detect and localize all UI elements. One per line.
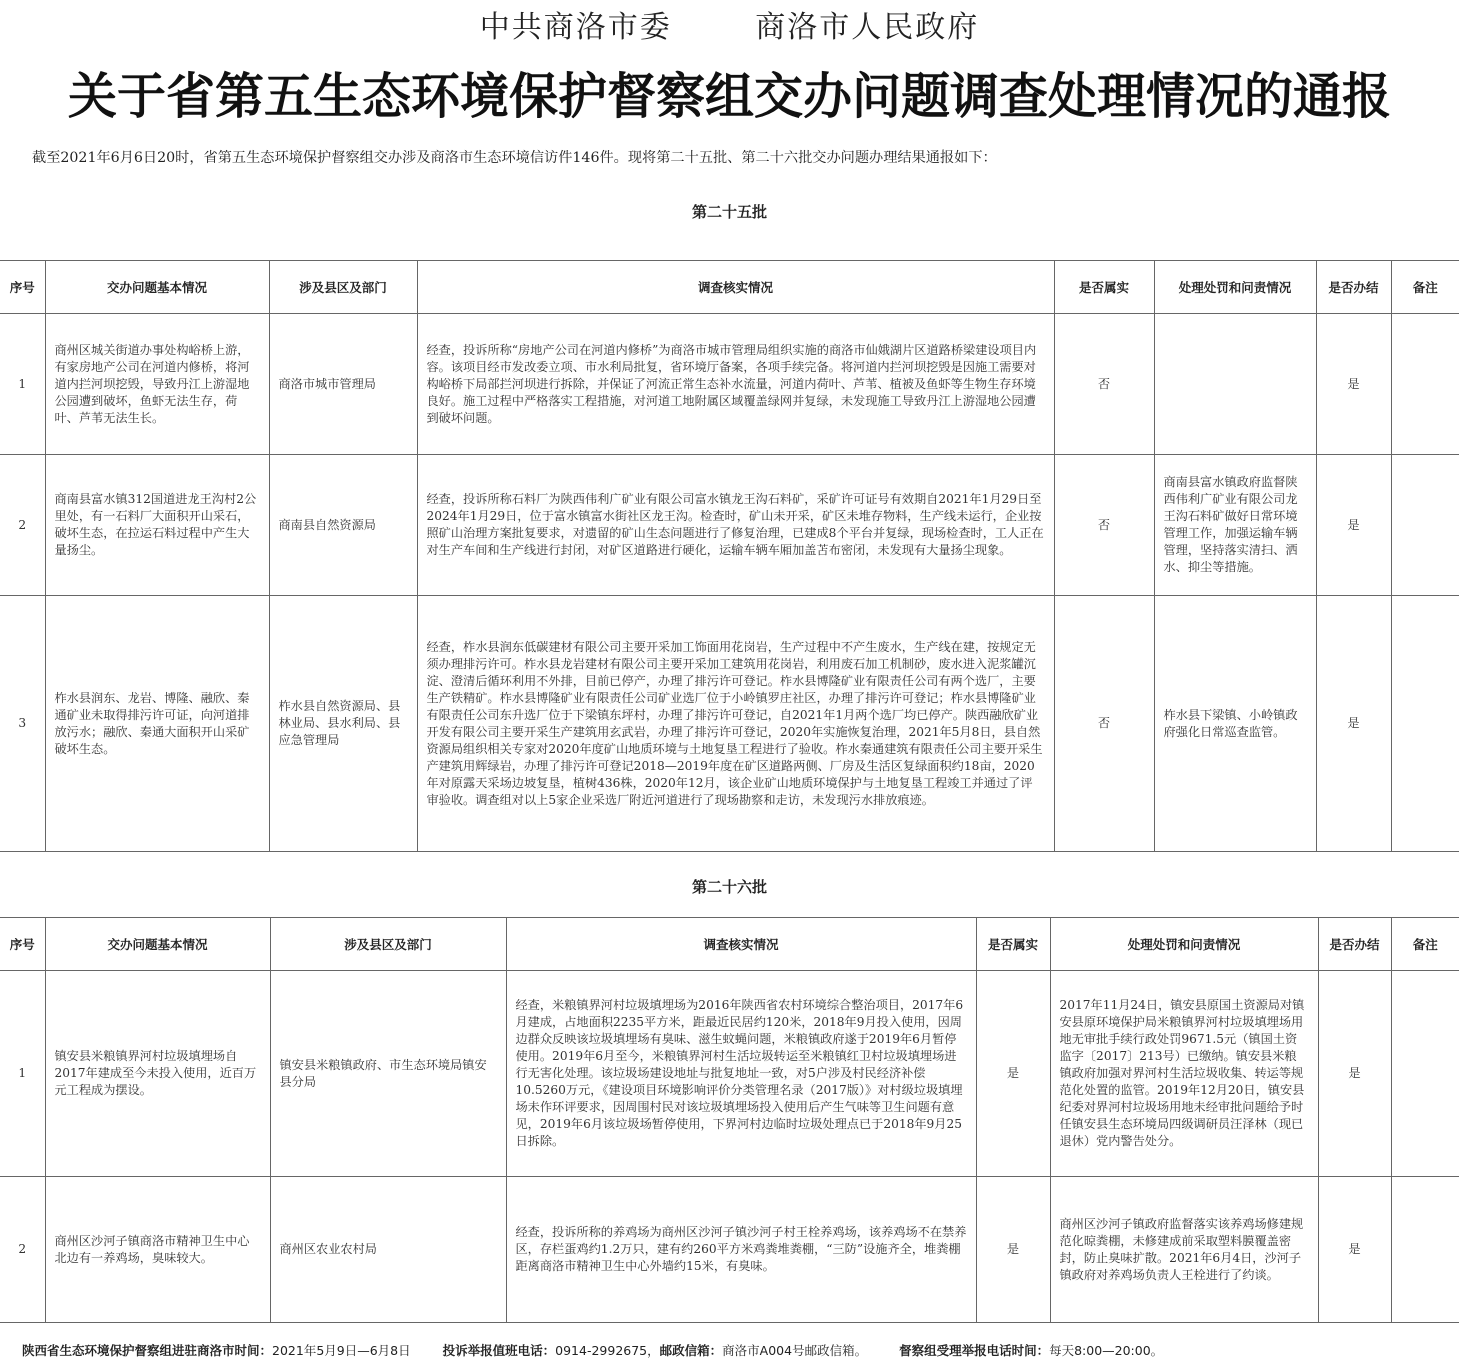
footer-stay-value: 2021年5月9日—6月8日 <box>272 1343 411 1358</box>
col-header-closed: 是否办结 <box>1316 261 1391 314</box>
col-header-verified: 是否属实 <box>1054 261 1154 314</box>
cell-dept: 柞水县自然资源局、县林业局、县水利局、县应急管理局 <box>269 596 417 852</box>
page-title: 关于省第五生态环境保护督察组交办问题调查处理情况的通报 <box>67 68 1391 125</box>
cell-dept: 商洛市城市管理局 <box>269 314 417 455</box>
batch-25-table <box>0 260 1459 852</box>
cell-closed: 是 <box>1316 314 1391 455</box>
cell-closed: 是 <box>1318 1177 1391 1323</box>
col-header-investigation: 调查核实情况 <box>417 261 1054 314</box>
col-header-issue: 交办问题基本情况 <box>45 261 269 314</box>
cell-remarks <box>1391 455 1459 596</box>
cell-handling: 商南县富水镇政府监督陕西伟利广矿业有限公司龙王沟石料矿做好日常环境管理工作，加强运输车辆管理，坚持落实清扫、洒水、抑尘等措施。 <box>1154 455 1316 596</box>
footer-contact-info <box>22 1341 1452 1359</box>
batch-26-table <box>0 917 1459 1323</box>
footer-mailbox-label: 邮政信箱： <box>659 1343 723 1358</box>
issuing-authorities <box>0 2 1459 46</box>
cell-no: 1 <box>0 314 45 455</box>
cell-handling: 柞水县下梁镇、小岭镇政府强化日常巡查监管。 <box>1154 596 1316 852</box>
table-row <box>0 314 1459 455</box>
col-header-issue: 交办问题基本情况 <box>45 918 270 971</box>
cell-investigation: 经查，柞水县润东低碳建材有限公司主要开采加工饰面用花岗岩，生产过程中不产生废水，生产线在建，按规定无须办理排污许可。柞水县龙岩建材有限公司主要开采加工建筑用花岗岩，利用废石加工机制砂，废水进入泥浆罐沉淀、澄清后循环利用不外排，目前已停产，办理了排污许可登记。柞水县博隆矿业有限责任公司有两个选厂，主要生产铁精矿。柞水县博隆矿业有限责任公司矿业选厂位于小岭镇罗庄社区，办理了排污许可登记；柞水县博隆矿业有限责任公司东升选厂位于下梁镇东坪村，办理了排污许可登记，自2021年1月两个选厂均已停产。陕西融欣矿业开发有限公司主要开采生产建筑用玄武岩，办理了排污许可登记，2020年实施恢复治理，2021年5月8日，县自然资源局组织相关专家对2020年度矿山地质环境与土地复垦工程进行了验收。柞水秦通建筑有限责任公司主要开采生产建筑用辉绿岩，办理了排污许可登记2018—2019年度在矿区道路两侧、厂房及生活区复绿面积约18亩，2020年对原露天采场边坡复垦，植树436株，2020年12月，该企业矿山地质环境保护与土地复垦工程竣工并通过了评审验收。调查组对以上5家企业采选厂附近河道进行了现场勘察和走访，未发现污水排放痕迹。 <box>417 596 1054 852</box>
col-header-no: 序号 <box>0 261 45 314</box>
col-header-closed: 是否办结 <box>1318 918 1391 971</box>
cell-issue: 商南县富水镇312国道进龙王沟村2公里处，有一石料厂大面积开山采石，破坏生态，在拉运石料过程中产生大量扬尘。 <box>45 455 269 596</box>
cell-remarks <box>1391 971 1459 1177</box>
cell-investigation: 经查，投诉所称的养鸡场为商州区沙河子镇沙河子村王栓养鸡场，该养鸡场不在禁养区，存栏蛋鸡约1.2万只，建有约260平方米鸡粪堆粪棚，“三防”设施齐全，堆粪棚距离商洛市精神卫生中心外墙约15米，有臭味。 <box>506 1177 976 1323</box>
cell-issue: 商州区沙河子镇商洛市精神卫生中心北边有一养鸡场，臭味较大。 <box>45 1177 270 1323</box>
footer-hotline-label: 投诉举报值班电话： <box>442 1343 556 1358</box>
col-header-remarks: 备注 <box>1391 918 1459 971</box>
cell-dept: 商州区农业农村局 <box>270 1177 506 1323</box>
col-header-handling: 处理处罚和问责情况 <box>1154 261 1316 314</box>
cell-no: 1 <box>0 971 45 1177</box>
cell-closed: 是 <box>1318 971 1391 1177</box>
cell-remarks <box>1391 314 1459 455</box>
cell-issue: 柞水县润东、龙岩、博隆、融欣、秦通矿业未取得排污许可证，向河道排放污水；融欣、秦通大面积开山采矿破坏生态。 <box>45 596 269 852</box>
cell-verified: 否 <box>1054 455 1154 596</box>
table-header-row <box>0 261 1459 314</box>
col-header-no: 序号 <box>0 918 45 971</box>
cell-handling: 2017年11月24日，镇安县原国土资源局对镇安县原环境保护局米粮镇界河村垃圾填埋场用地无审批手续行政处罚9671.5元（镇国土资监字〔2017〕213号）已缴纳。镇安县米粮镇政府加强对界河村生活垃圾收集、转运等规范化处置的监管。2019年12月20日，镇安县纪委对界河村垃圾场用地未经审批问题给予时任镇安县生态环境局四级调研员汪泽林（现已退休）党内警告处分。 <box>1050 971 1318 1177</box>
col-header-dept: 涉及县区及部门 <box>269 261 417 314</box>
col-header-investigation: 调查核实情况 <box>506 918 976 971</box>
cell-no: 2 <box>0 1177 45 1323</box>
cell-dept: 镇安县米粮镇政府、市生态环境局镇安县分局 <box>270 971 506 1177</box>
cell-no: 3 <box>0 596 45 852</box>
cell-investigation: 经查，米粮镇界河村垃圾填埋场为2016年陕西省农村环境综合整治项目，2017年6月建成，占地面积2235平方米，距最近民居约120米，2018年9月投入使用，因周边群众反映该垃圾填埋场有臭味、滋生蚊蝇问题，米粮镇政府遂于2019年6月暂停使用。2019年6月至今，米粮镇界河村生活垃圾转运至米粮镇红卫村垃圾填埋场进行无害化处理。该垃圾场建设地址与批复地址一致，对5户涉及村民经济补偿10.5260万元，《建设项目环境影响评价分类管理名录（2017版）》对村级垃圾填埋场未作环评要求，因周围村民对该垃圾填埋场投入使用后产生气味等卫生问题有意见，2019年6月该垃圾场暂停使用，下界河村边临时垃圾处理点已于2018年9月25日拆除。 <box>506 971 976 1177</box>
col-header-handling: 处理处罚和问责情况 <box>1050 918 1318 971</box>
cell-remarks <box>1391 1177 1459 1323</box>
cell-verified: 是 <box>976 971 1050 1177</box>
cell-verified: 否 <box>1054 596 1154 852</box>
cell-investigation: 经查，投诉所称石料厂为陕西伟利广矿业有限公司富水镇龙王沟石料矿，采矿许可证号有效期自2021年1月29日至2024年1月29日，位于富水镇富水街社区龙王沟。检查时，矿山未开采，矿区未堆存物料，生产线未运行，企业按照矿山治理方案批复要求，对遗留的矿山生态问题进行了修复治理，已建成8个平台并复绿，现场检查时，工人正在对生产车间和生产线进行封闭，对矿区道路进行硬化，运输车辆车厢加盖苫布密闭，未发现有大量扬尘现象。 <box>417 455 1054 596</box>
cell-verified: 是 <box>976 1177 1050 1323</box>
col-header-dept: 涉及县区及部门 <box>270 918 506 971</box>
cell-investigation: 经查，投诉所称“房地产公司在河道内修桥”为商洛市城市管理局组织实施的商洛市仙娥湖片区道路桥梁建设项目内容。该项目经市发改委立项、市水利局批复，省环境厅备案，各项手续完备。将河道内拦河坝挖毁是因施工需要对构峪桥下局部拦河坝进行拆除，并保证了河流正常生态补水流量，河道内荷叶、芦苇、植被及鱼虾等生物生存环境良好。施工过程中严格落实工程措施，对河道工地附属区域覆盖绿网并复绿，未发现施工导致丹江上游湿地公园遭到破坏问题。 <box>417 314 1054 455</box>
table-row <box>0 455 1459 596</box>
table-row <box>0 596 1459 852</box>
table-row <box>0 1177 1459 1323</box>
issuer-government: 商洛市人民政府 <box>755 10 980 45</box>
cell-no: 2 <box>0 455 45 596</box>
batch-26-title: 第二十六批 <box>691 878 767 896</box>
cell-issue: 商州区城关街道办事处构峪桥上游，有家房地产公司在河道内修桥，将河道内拦河坝挖毁，导致丹江上游湿地公园遭到破坏，鱼虾无法生存，荷叶、芦苇无法生长。 <box>45 314 269 455</box>
footer-hours-value: 每天8:00—20:00。 <box>1049 1343 1164 1358</box>
footer-hotline-value: 0914-2992675， <box>555 1343 660 1358</box>
footer-stay-label: 陕西省生态环境保护督察组进驻商洛市时间： <box>22 1343 273 1358</box>
intro-paragraph: 截至2021年6月6日20时，省第五生态环境保护督察组交办涉及商洛市生态环境信访件146件。现将第二十五批、第二十六批交办问题办理结果通报如下： <box>32 150 997 166</box>
cell-handling <box>1154 314 1316 455</box>
cell-closed: 是 <box>1316 455 1391 596</box>
cell-verified: 否 <box>1054 314 1154 455</box>
cell-closed: 是 <box>1316 596 1391 852</box>
col-header-verified: 是否属实 <box>976 918 1050 971</box>
col-header-remarks: 备注 <box>1391 261 1459 314</box>
table-row <box>0 971 1459 1177</box>
cell-issue: 镇安县米粮镇界河村垃圾填埋场自2017年建成至今未投入使用，近百万元工程成为摆设。 <box>45 971 270 1177</box>
cell-remarks <box>1391 596 1459 852</box>
cell-dept: 商南县自然资源局 <box>269 455 417 596</box>
footer-mailbox-value: 商洛市A004号邮政信箱。 <box>722 1343 868 1358</box>
footer-hours-label: 督察组受理举报电话时间： <box>899 1343 1050 1358</box>
cell-handling: 商州区沙河子镇政府监督落实该养鸡场修建规范化晾粪棚，未修建成前采取塑料膜覆盖密封，防止臭味扩散。2021年6月4日，沙河子镇政府对养鸡场负责人王栓进行了约谈。 <box>1050 1177 1318 1323</box>
issuer-party-committee: 中共商洛市委 <box>479 10 672 45</box>
table-header-row <box>0 918 1459 971</box>
batch-25-title: 第二十五批 <box>691 203 767 221</box>
